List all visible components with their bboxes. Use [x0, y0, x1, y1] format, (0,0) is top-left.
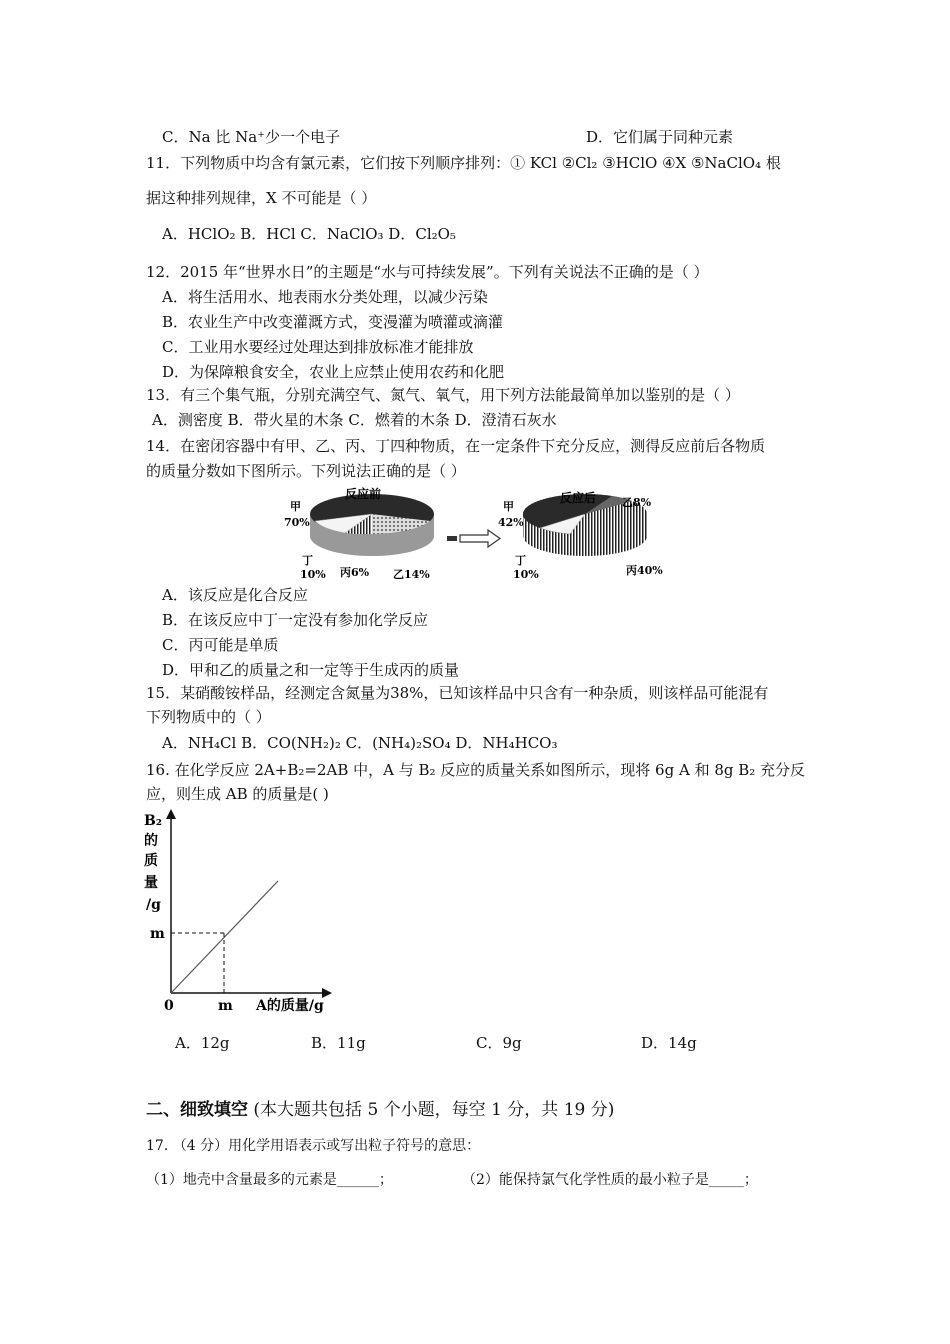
pie-after-ding: 丁: [515, 554, 526, 567]
q14-stem-2: 的质量分数如下图所示。下列说法正确的是（ ）: [146, 462, 466, 480]
q16-option-a: A．12g: [175, 1034, 230, 1052]
q16-option-c: C．9g: [476, 1034, 522, 1052]
graph-y-label-2: 的: [144, 833, 158, 849]
q14-option-c: C．丙可能是单质: [162, 636, 279, 654]
q12-option-c: C．工业用水要经过处理达到排放标准才能排放: [162, 338, 474, 356]
graph-m-y: m: [150, 926, 165, 942]
q13-stem: 13．有三个集气瓶，分别充满空气、氮气、氧气，用下列方法能最简单加以鉴别的是（ ）: [146, 386, 740, 404]
pie-before: [284, 486, 434, 581]
q14-stem-1: 14．在密闭容器中有甲、乙、丙、丁四种物质，在一定条件下充分反应，测得反应前后各物质: [146, 437, 766, 455]
graph-y-label-4: 量: [144, 875, 158, 891]
x-arrow-icon: [322, 988, 332, 998]
section2-title: 二、细致填空: [146, 1100, 248, 1120]
pie-before-ding: 丁: [302, 554, 313, 567]
q12-option-d: D．为保障粮食安全，农业上应禁止使用农药和化肥: [162, 363, 505, 381]
q12-option-a: A．将生活用水、地表雨水分类处理，以减少污染: [162, 288, 488, 306]
q12-option-b: B．农业生产中改变灌溉方式，变漫灌为喷灌或滴灌: [162, 313, 504, 331]
pie-before-bing: 丙6%: [340, 566, 370, 579]
section2-note: (本大题共包括 5 个小题，每空 1 分，共 19 分): [253, 1100, 615, 1120]
pie-after-title: 反应后: [560, 491, 597, 505]
pie-after-jia-pct: 42%: [498, 516, 524, 529]
q13-options: A．测密度 B．带火星的木条 C．燃着的木条 D．澄清石灰水: [152, 411, 557, 429]
pie-before-yi: 乙14%: [393, 568, 430, 581]
pie-after-ding-pct: 10%: [513, 568, 539, 581]
q10-option-d: D．它们属于同种元素: [586, 128, 734, 146]
q17-part-2: （2）能保持氯气化学性质的最小粒子是_____；: [462, 1172, 758, 1188]
q12-stem: 12．2015 年“世界水日”的主题是“水与可持续发展”。下列有关说法不正确的是（ ）: [146, 263, 709, 281]
q15-stem-1: 15．某硝酸铵样品，经测定含氮量为38%，已知该样品中只含有一种杂质，则该样品可能混有: [146, 684, 769, 702]
graph-y-label-5: /g: [146, 897, 161, 913]
q16-option-b: B．11g: [311, 1034, 366, 1052]
q16-option-d: D．14g: [641, 1034, 697, 1052]
q11-stem-2: 据这种排列规律，X 不可能是（ ）: [146, 189, 377, 207]
graph-origin: 0: [164, 998, 174, 1014]
q17-stem: 17. （4 分）用化学用语表示或写出粒子符号的意思：: [146, 1138, 481, 1154]
q16-graph: [140, 805, 360, 1015]
y-arrow-icon: [166, 809, 176, 819]
arrow: [447, 530, 500, 547]
q14-pie-figure: [0, 484, 950, 584]
graph-y-label-1: B₂: [144, 813, 162, 829]
graph-x-label: A的质量/g: [256, 998, 324, 1014]
graph-y-label-3: 质: [144, 853, 158, 869]
q11-stem-1: 11．下列物质中均含有氯元素，它们按下列顺序排列：① KCl ②Cl₂ ③HClO ④X ⑤NaClO₄ 根: [146, 154, 781, 172]
q15-stem-2: 下列物质中的（ ）: [146, 708, 271, 726]
pie-before-jia-pct: 70%: [284, 516, 310, 529]
pie-before-jia: 甲: [290, 500, 301, 513]
q11-options: A．HClO₂ B．HCl C．NaClO₃ D．Cl₂O₅: [162, 225, 456, 243]
graph-m-x: m: [218, 998, 233, 1014]
pie-before-ding-pct: 10%: [300, 568, 326, 581]
pie-after: [498, 490, 663, 581]
section2-heading: [146, 1100, 614, 1120]
q15-options: A．NH₄Cl B．CO(NH₂)₂ C．(NH₄)₂SO₄ D．NH₄HCO₃: [162, 734, 558, 752]
q14-option-b: B．在该反应中丁一定没有参加化学反应: [162, 611, 429, 629]
q10-option-c: C．Na 比 Na⁺少一个电子: [162, 128, 341, 146]
arrow-icon: [460, 530, 500, 547]
pie-after-bing: 丙40%: [626, 564, 663, 577]
q14-option-d: D．甲和乙的质量之和一定等于生成丙的质量: [162, 661, 460, 679]
q16-stem-1: 16. 在化学反应 2A+B₂=2AB 中，A 与 B₂ 反应的质量关系如图所示，现将 6g A 和 8g B₂ 充分反: [146, 761, 806, 779]
pie-before-title: 反应前: [345, 487, 382, 501]
q14-option-a: A．该反应是化合反应: [162, 586, 308, 604]
pie-after-jia: 甲: [503, 500, 514, 513]
q17-part-1: （1）地壳中含量最多的元素是______；: [146, 1172, 393, 1188]
q16-stem-2: 应，则生成 AB 的质量是( ): [146, 785, 329, 803]
pie-after-yi: 乙8%: [622, 496, 652, 509]
